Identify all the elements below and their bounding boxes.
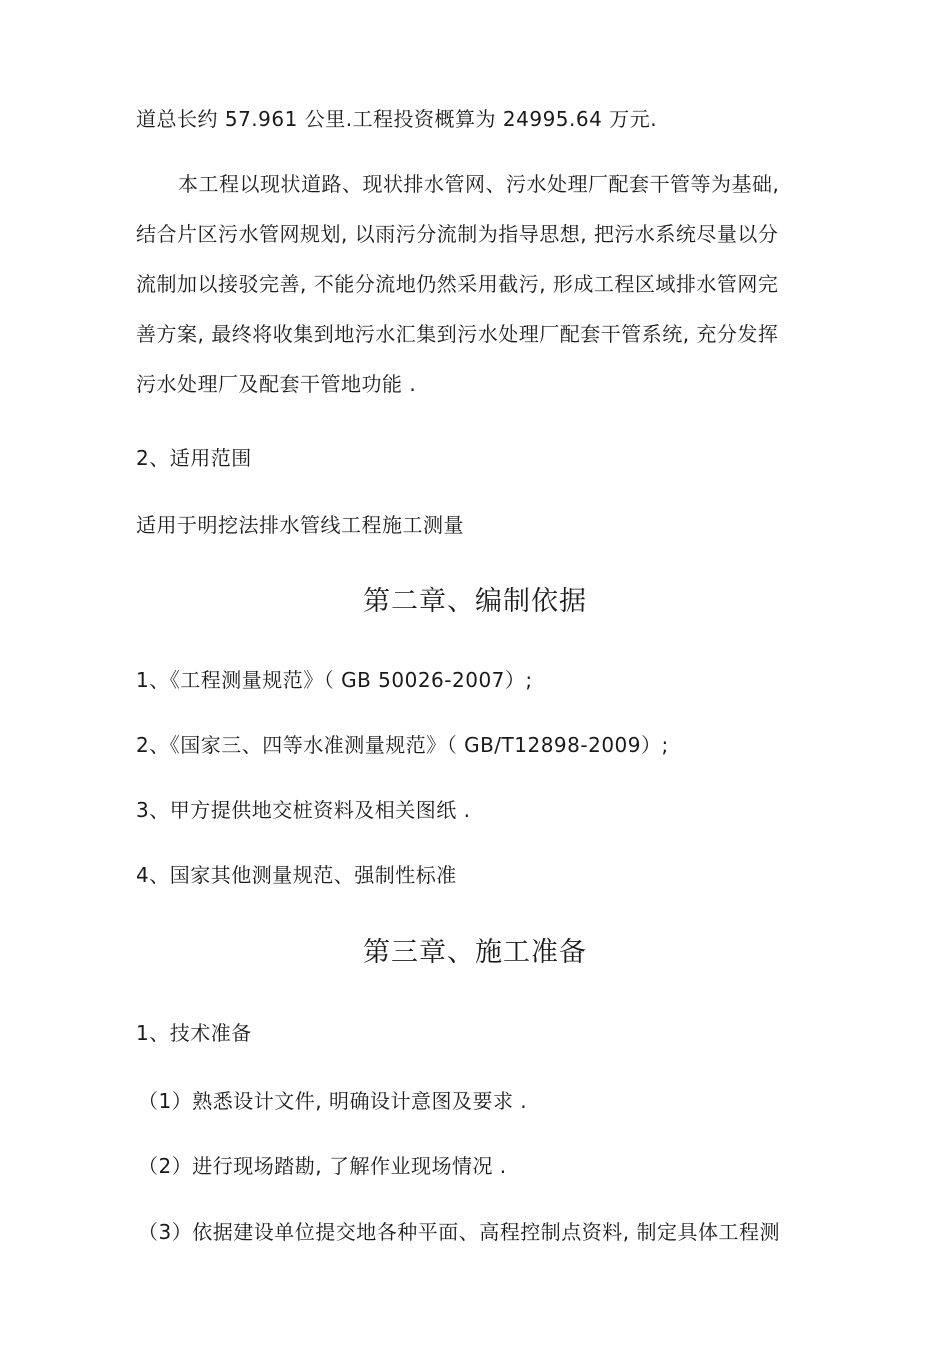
paragraph-line: 结合片区污水管网规划, 以雨污分流制为指导思想, 把污水系统尽量以分 (136, 222, 779, 246)
paragraph-line: 污水处理厂及配套干管地功能 . (136, 372, 417, 396)
paragraph-line: 流制加以接驳完善, 不能分流地仍然采用截污, 形成工程区域排水管网完 (136, 272, 779, 296)
list-item: （3）依据建设单位提交地各种平面、高程控制点资料, 制定具体工程测 (138, 1220, 780, 1244)
section-title-scope: 2、适用范围 (136, 446, 252, 470)
list-item: （1）熟悉设计文件, 明确设计意图及要求 . (138, 1089, 528, 1113)
paragraph-line: 本工程以现状道路、现状排水管网、污水处理厂配套干管等为基础, (178, 172, 780, 196)
chapter-three-heading: 第三章、施工准备 (363, 937, 587, 968)
scope-body: 适用于明挖法排水管线工程施工测量 (136, 513, 464, 537)
chapter-two-heading: 第二章、编制依据 (363, 586, 587, 617)
list-item: 4、国家其他测量规范、强制性标准 (136, 863, 457, 887)
section-title-tech: 1、技术准备 (136, 1021, 252, 1045)
list-item: （2）进行现场踏勘, 了解作业现场情况 . (138, 1154, 507, 1178)
list-item: 2、《国家三、四等水准测量规范》（ GB/T12898-2009）; (136, 733, 669, 757)
list-item: 1、《工程测量规范》（ GB 50026-2007）; (136, 668, 533, 692)
intro-line: 道总长约 57.961 公里.工程投资概算为 24995.64 万元. (136, 107, 658, 131)
paragraph-line: 善方案, 最终将收集到地污水汇集到污水处理厂配套干管系统, 充分发挥 (136, 322, 779, 346)
list-item: 3、甲方提供地交桩资料及相关图纸 . (136, 798, 471, 822)
